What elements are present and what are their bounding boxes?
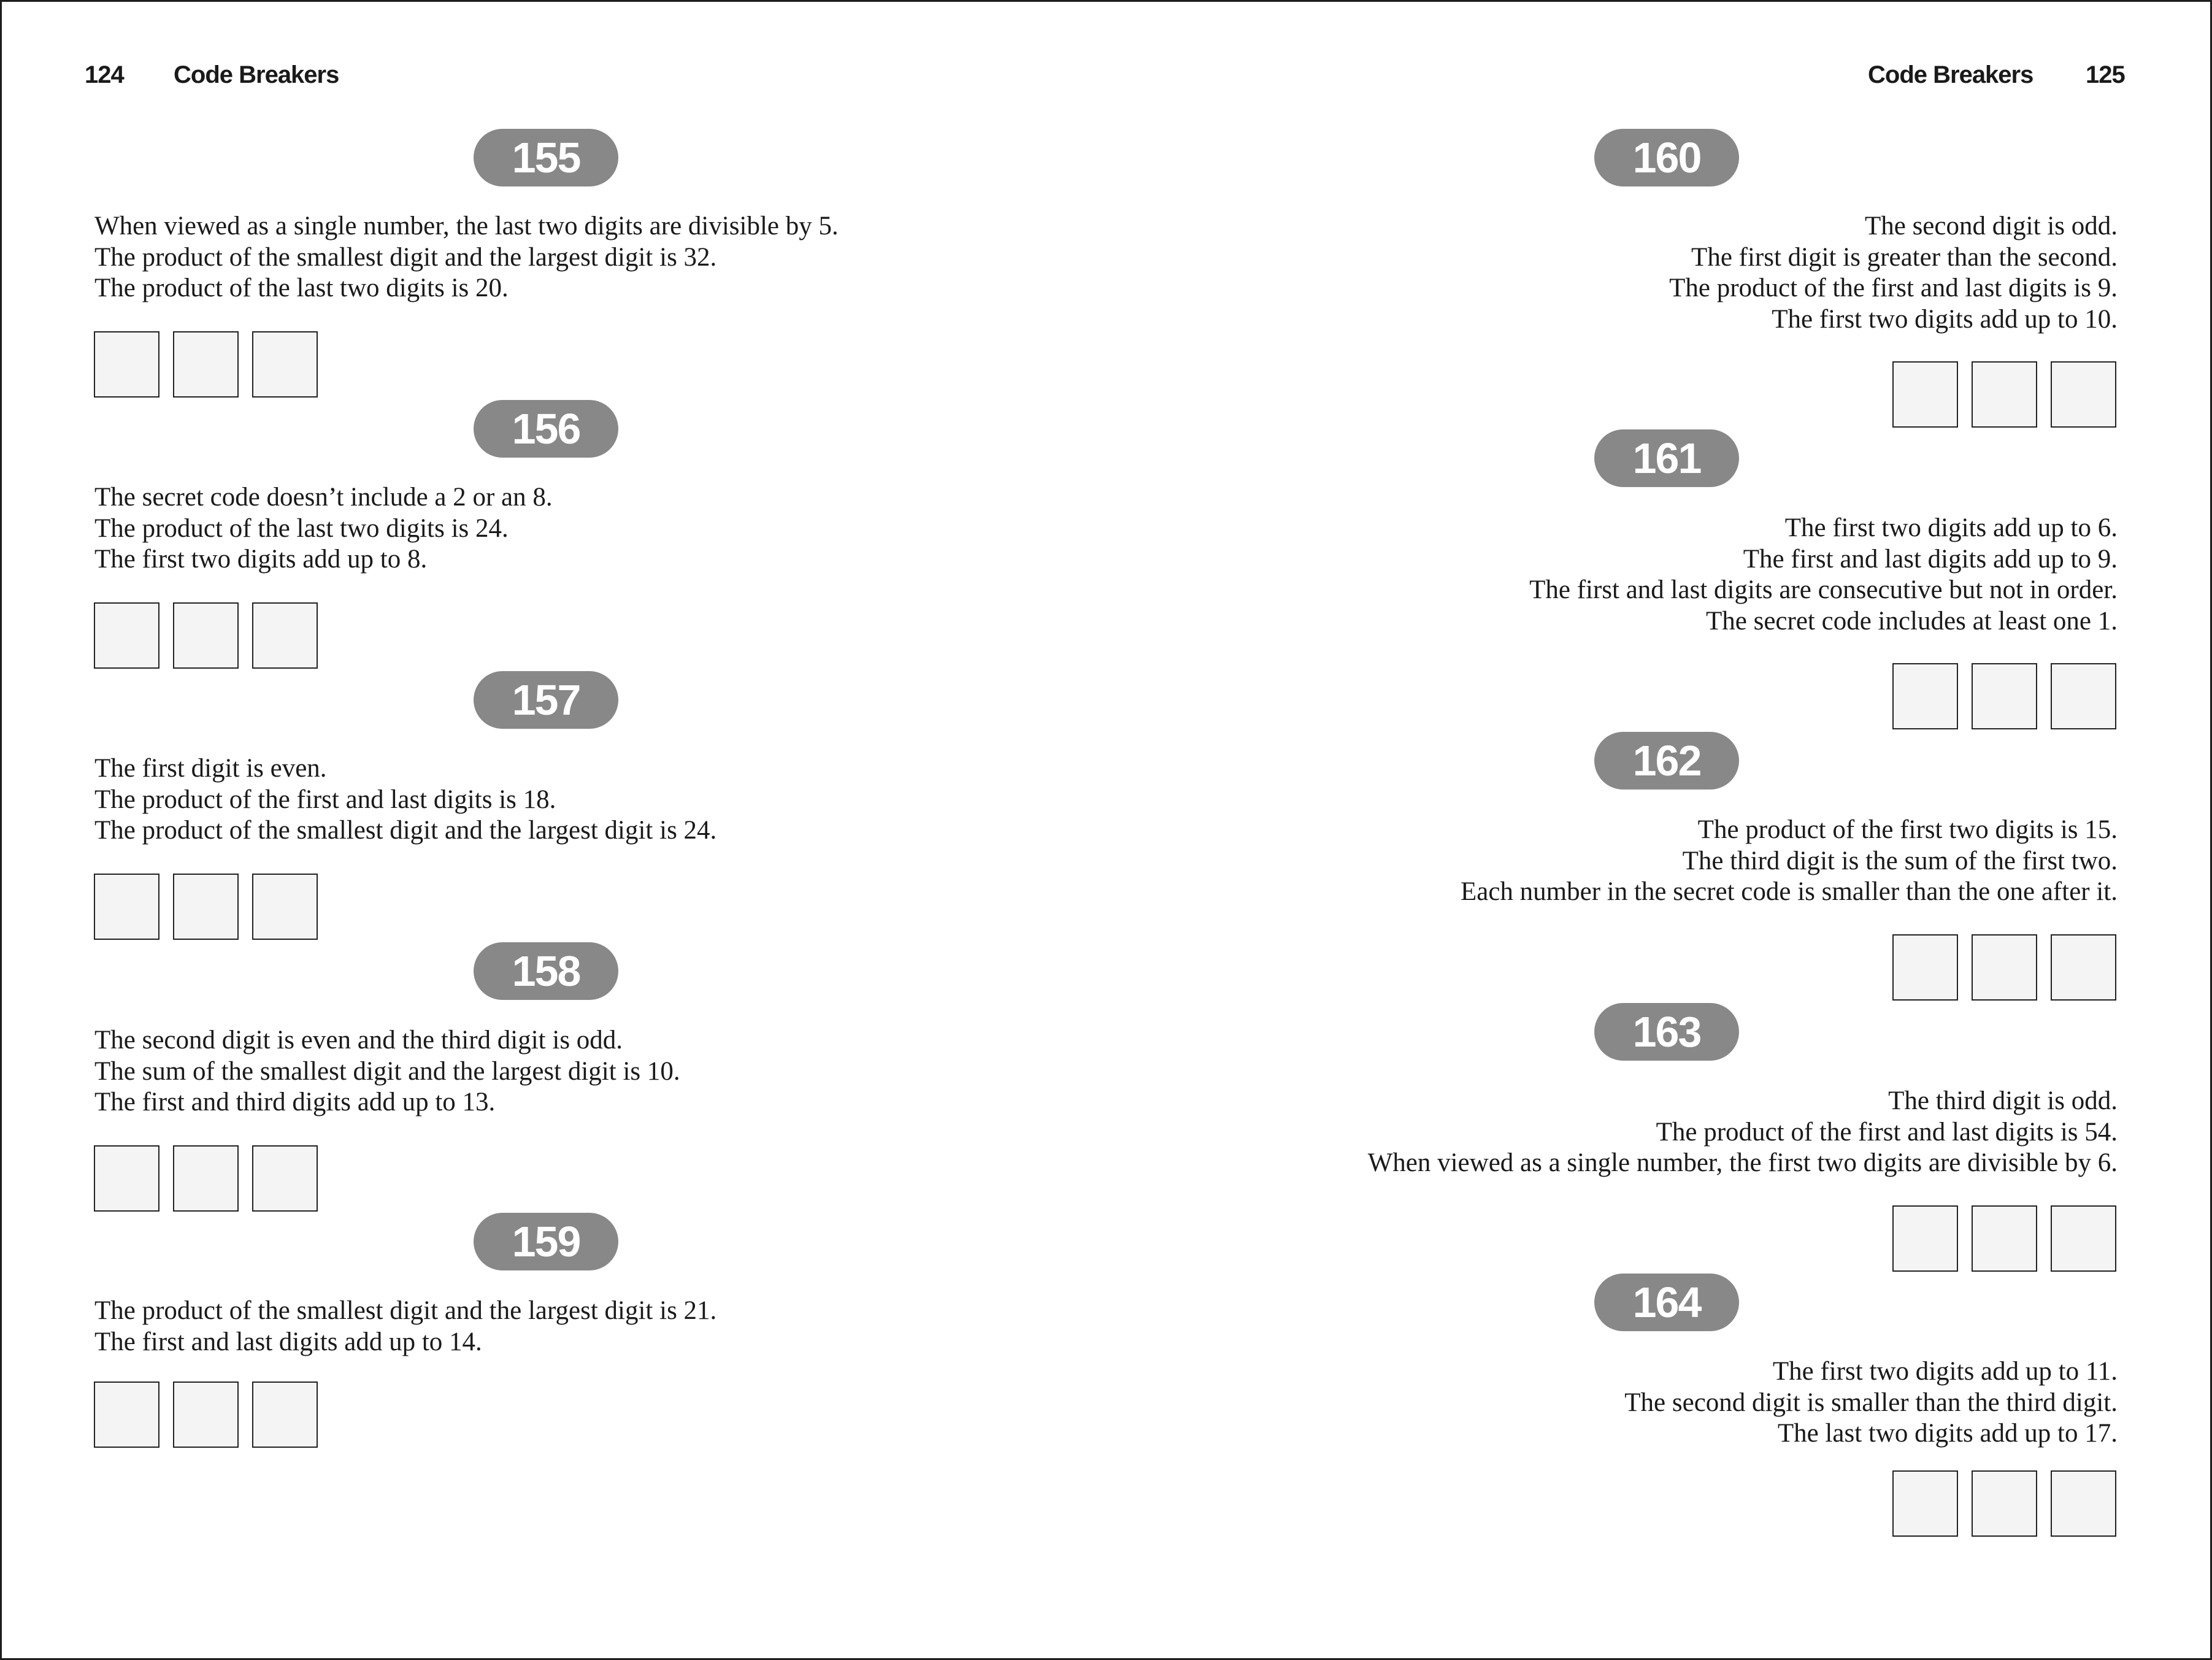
clue: The product of the smallest digit and the largest digit is 24.	[94, 816, 717, 845]
answer-digit-box[interactable]	[1892, 934, 1958, 1001]
answer-digit-box[interactable]	[252, 1381, 318, 1448]
answer-digit-box[interactable]	[2051, 1205, 2116, 1272]
clue: The first two digits add up to 8.	[94, 545, 428, 574]
clue: The third digit is the sum of the first two.	[1682, 846, 2118, 875]
answer-digit-box[interactable]	[94, 1145, 159, 1212]
puzzle-clues	[94, 1296, 716, 1358]
clue: The second digit is smaller than the third digit.	[1624, 1388, 2118, 1417]
puzzle-number-badge: 159	[474, 1213, 618, 1270]
answer-digit-box[interactable]	[94, 874, 159, 940]
answer-boxes	[94, 1381, 318, 1448]
puzzle-clues	[94, 211, 839, 304]
answer-boxes	[1892, 1205, 2116, 1272]
clue: The first digit is greater than the second.	[1691, 242, 2118, 272]
answer-digit-box[interactable]	[173, 331, 239, 398]
answer-digit-box[interactable]	[173, 1381, 239, 1448]
clue: The first and last digits add up to 9.	[1743, 544, 2118, 574]
answer-boxes	[94, 331, 318, 398]
answer-boxes	[94, 874, 318, 940]
clue: The product of the first and last digits is 54.	[1656, 1117, 2118, 1147]
answer-digit-box[interactable]	[1972, 1205, 2037, 1272]
answer-digit-box[interactable]	[94, 1381, 159, 1448]
answer-digit-box[interactable]	[252, 874, 318, 940]
puzzle-clues	[1529, 513, 2118, 637]
clue: The first two digits add up to 6.	[1784, 513, 2118, 542]
right-page-number: 125	[2086, 61, 2125, 88]
puzzle-number-badge: 156	[474, 400, 618, 458]
puzzle-number-badge: 158	[474, 942, 618, 1000]
clue: The product of the first and last digits is 18.	[94, 785, 556, 814]
answer-digit-box[interactable]	[1892, 1205, 1958, 1272]
answer-boxes	[1892, 361, 2116, 428]
clue: The product of the smallest digit and the largest digit is 32.	[94, 242, 717, 272]
clue: When viewed as a single number, the first two digits are divisible by 6.	[1367, 1148, 2118, 1178]
answer-digit-box[interactable]	[2051, 1470, 2116, 1537]
clue: The product of the first two digits is 15.	[1697, 815, 2118, 844]
answer-digit-box[interactable]	[2051, 663, 2116, 729]
puzzle-number-badge: 160	[1594, 129, 1739, 186]
answer-digit-box[interactable]	[173, 874, 239, 940]
clue: The third digit is odd.	[1888, 1086, 2118, 1115]
clue: The product of the first and last digits is 9.	[1669, 274, 2118, 303]
answer-boxes	[94, 1145, 318, 1212]
answer-digit-box[interactable]	[173, 1145, 239, 1212]
puzzle-clues	[94, 482, 553, 575]
clue: Each number in the secret code is smaller than the one after it.	[1461, 877, 2118, 907]
answer-boxes	[94, 602, 318, 669]
clue: The secret code doesn’t include a 2 or an 8.	[94, 483, 553, 512]
puzzle-number-badge: 162	[1594, 732, 1739, 790]
puzzle-number-badge: 161	[1594, 429, 1739, 487]
clue: The first and last digits add up to 14.	[94, 1327, 482, 1356]
clue: The first and third digits add up to 13.	[94, 1088, 496, 1117]
clue: The second digit is even and the third digit is odd.	[94, 1026, 623, 1055]
clue: The product of the last two digits is 20.	[94, 274, 509, 303]
answer-digit-box[interactable]	[1972, 934, 2037, 1001]
clue: The first two digits add up to 11.	[1772, 1357, 2118, 1386]
left-running-title: Code Breakers	[174, 61, 339, 88]
puzzle-clues	[1368, 1086, 2118, 1179]
clue: The product of the smallest digit and the largest digit is 21.	[94, 1296, 717, 1325]
clue: The secret code includes at least one 1.	[1706, 606, 2118, 636]
puzzle-number-badge: 157	[474, 671, 618, 729]
answer-digit-box[interactable]	[1892, 663, 1958, 729]
answer-digit-box[interactable]	[2051, 361, 2116, 428]
answer-digit-box[interactable]	[173, 602, 239, 669]
clue: The first and last digits are consecutive but not in order.	[1529, 575, 2118, 605]
clue: The first digit is even.	[94, 754, 327, 783]
left-page-number: 124	[85, 61, 124, 88]
clue: The last two digits add up to 17.	[1777, 1419, 2118, 1448]
answer-digit-box[interactable]	[1892, 1470, 1958, 1537]
clue: The sum of the smallest digit and the largest digit is 10.	[94, 1056, 680, 1086]
answer-boxes	[1892, 663, 2116, 729]
answer-digit-box[interactable]	[94, 602, 159, 669]
clue: When viewed as a single number, the last two digits are divisible by 5.	[94, 212, 839, 240]
answer-digit-box[interactable]	[252, 331, 318, 398]
answer-digit-box[interactable]	[252, 1145, 318, 1212]
puzzle-clues	[1624, 1356, 2118, 1450]
clue: The product of the last two digits is 24.	[94, 513, 509, 543]
answer-digit-box[interactable]	[1972, 663, 2037, 729]
puzzle-clues	[94, 753, 716, 847]
puzzle-clues	[1669, 211, 2118, 335]
answer-boxes	[1892, 934, 2116, 1001]
answer-digit-box[interactable]	[252, 602, 318, 669]
answer-digit-box[interactable]	[1972, 1470, 2037, 1537]
puzzle-number-badge: 164	[1594, 1274, 1739, 1331]
puzzle-clues	[94, 1025, 680, 1118]
puzzle-number-badge: 163	[1594, 1003, 1739, 1061]
answer-digit-box[interactable]	[1972, 361, 2037, 428]
answer-digit-box[interactable]	[94, 331, 159, 398]
answer-boxes	[1892, 1470, 2116, 1537]
clue: The second digit is odd.	[1864, 212, 2118, 240]
clue: The first two digits add up to 10.	[1772, 304, 2118, 334]
puzzle-number-badge: 155	[474, 129, 618, 186]
right-running-title: Code Breakers	[1868, 61, 2033, 88]
puzzle-clues	[1461, 815, 2118, 908]
answer-digit-box[interactable]	[1892, 361, 1958, 428]
answer-digit-box[interactable]	[2051, 934, 2116, 1001]
